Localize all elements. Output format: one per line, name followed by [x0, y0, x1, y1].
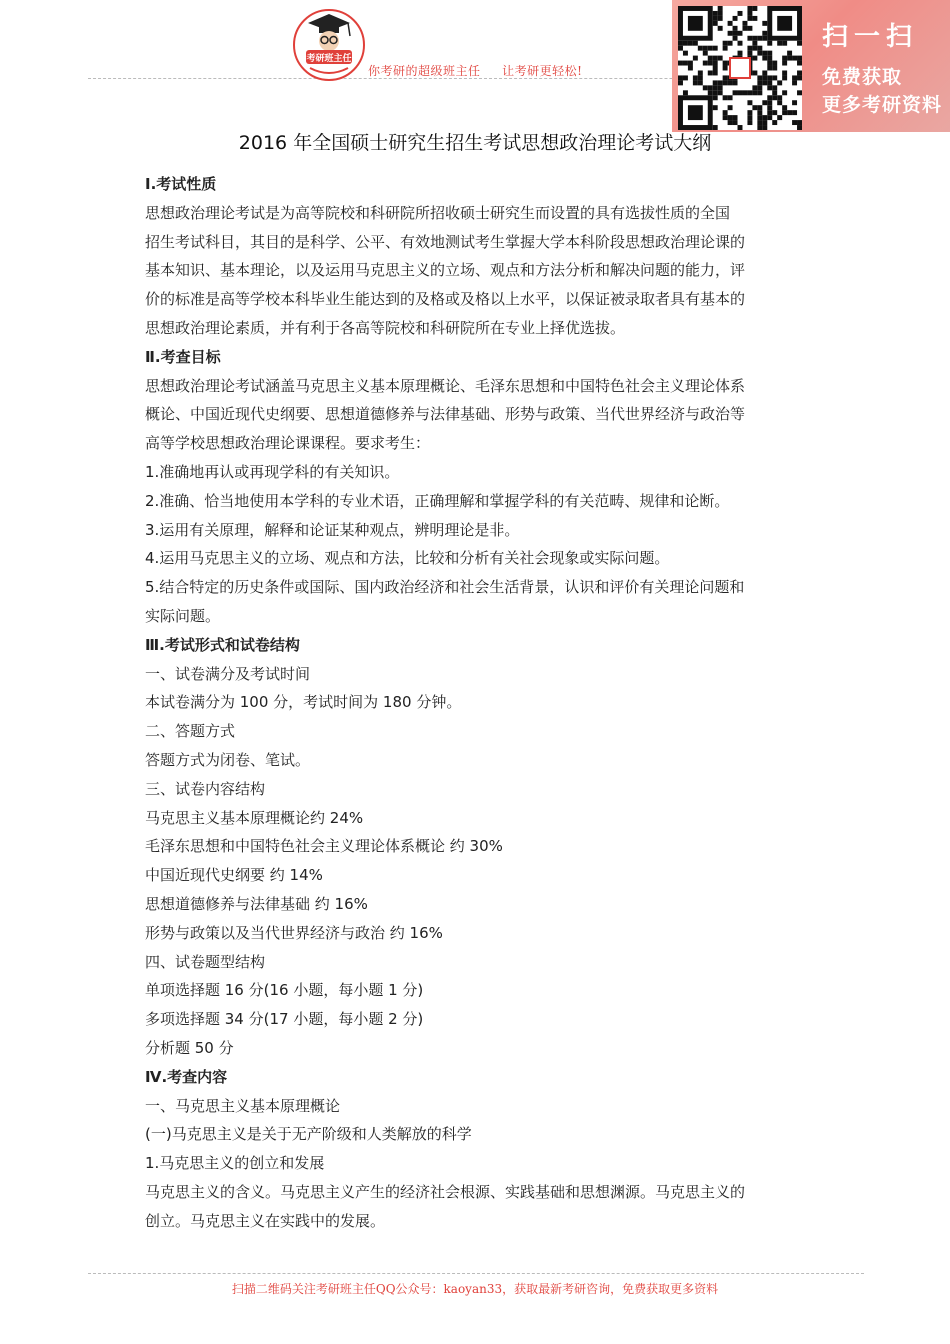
section-heading: Ⅳ.考查内容 [145, 1067, 228, 1086]
promo-line-1: 免费获取 [822, 66, 903, 88]
body-line: 概论、中国近现代史纲要、思想道德修养与法律基础、形势与政策、当代世界经济与政治等 [145, 405, 746, 424]
document-title: 2016 年全国硕士研究生招生考试思想政治理论考试大纲 [238, 132, 712, 154]
section-heading: Ⅰ.考试性质 [145, 175, 217, 193]
document-body [145, 170, 815, 1235]
body-line: 价的标准是高等学校本科毕业生能达到的及格或及格以上水平，以保证被录取者具有基本的 [145, 290, 746, 309]
body-line: 多项选择题 34 分(17 小题，每小题 2 分) [145, 1010, 424, 1029]
footer-text: 扫描二维码关注考研班主任QQ公众号：kaoyan33，获取最新考研咨询，免费获取更多资料 [231, 1282, 719, 1296]
body-line: 1.准确地再认或再现学科的有关知识。 [145, 462, 400, 481]
body-line: 思想政治理论素质，并有利于各高等院校和科研院所在专业上择优选拔。 [145, 318, 626, 337]
body-line: 思想政治理论考试涵盖马克思主义基本原理概论、毛泽东思想和中国特色社会主义理论体系 [145, 376, 746, 395]
body-line: 形势与政策以及当代世界经济与政治 约 16% [145, 923, 443, 942]
body-line: 马克思主义的含义。马克思主义产生的经济社会根源、实践基础和思想渊源。马克思主义的 [145, 1182, 746, 1201]
body-line: 创立。马克思主义在实践中的发展。 [145, 1211, 386, 1230]
body-line: 思想道德修养与法律基础 约 16% [145, 894, 368, 913]
body-line: 三、试卷内容结构 [145, 779, 266, 798]
body-line: 分析题 50 分 [145, 1038, 234, 1057]
qr-promo-banner[interactable] [672, 0, 950, 132]
slogan-right: 让考研更轻松! [502, 64, 583, 78]
body-line: 马克思主义基本原理概论约 24% [145, 808, 364, 827]
body-line: 招生考试科目，其目的是科学、公平、有效地测试考生掌握大学本科阶段思想政治理论课的 [145, 232, 746, 251]
logo [292, 8, 366, 82]
body-line: 中国近现代史纲要 约 14% [145, 866, 323, 885]
body-line: 5.结合特定的历史条件或国际、国内政治经济和社会生活背景，认识和评价有关理论问题和 [145, 578, 745, 597]
body-line: (一)马克思主义是关于无产阶级和人类解放的科学 [145, 1125, 472, 1144]
section-heading: Ⅲ.考试形式和试卷结构 [145, 635, 300, 654]
body-line: 一、试卷满分及考试时间 [145, 664, 311, 683]
qr-code-icon [678, 6, 802, 130]
slogan-left: 你考研的超级班主任 [368, 64, 481, 78]
body-line: 4.运用马克思主义的立场、观点和方法，比较和分析有关社会现象或实际问题。 [145, 549, 670, 568]
header-slogan [368, 62, 582, 79]
body-line: 毛泽东思想和中国特色社会主义理论体系概论 约 30% [145, 837, 503, 856]
body-line: 3.运用有关原理，解释和论证某种观点，辨明理论是非。 [145, 520, 520, 539]
body-line: 基本知识、基本理论，以及运用马克思主义的立场、观点和方法分析和解决问题的能力，评 [145, 261, 746, 280]
body-line: 2.准确、恰当地使用本学科的专业术语，正确理解和掌握学科的有关范畴、规律和论断。 [145, 491, 730, 510]
body-line: 实际问题。 [145, 606, 221, 625]
body-line: 答题方式为闭卷、笔试。 [145, 750, 311, 769]
logo-graduate-icon [292, 8, 366, 82]
body-line: 一、马克思主义基本原理概论 [145, 1096, 341, 1115]
body-line: 单项选择题 16 分(16 小题，每小题 1 分) [145, 981, 424, 1000]
body-line: 四、试卷题型结构 [145, 952, 266, 971]
section-heading: Ⅱ.考查目标 [145, 347, 221, 366]
footer-divider [88, 1273, 864, 1274]
body-line: 本试卷满分为 100 分，考试时间为 180 分钟。 [145, 693, 462, 712]
body-line: 高等学校思想政治理论课课程。要求考生： [145, 434, 431, 453]
body-line: 思想政治理论考试是为高等院校和科研院所招收硕士研究生而设置的具有选拔性质的全国 [145, 203, 731, 222]
promo-scan-text: 扫一扫 [822, 22, 919, 52]
qr-code[interactable] [678, 6, 802, 130]
promo-line-2: 更多考研资料 [822, 94, 943, 116]
body-line: 二、答题方式 [145, 722, 236, 741]
svg-text:考研班主任: 考研班主任 [306, 54, 352, 64]
body-line: 1.马克思主义的创立和发展 [145, 1154, 325, 1173]
